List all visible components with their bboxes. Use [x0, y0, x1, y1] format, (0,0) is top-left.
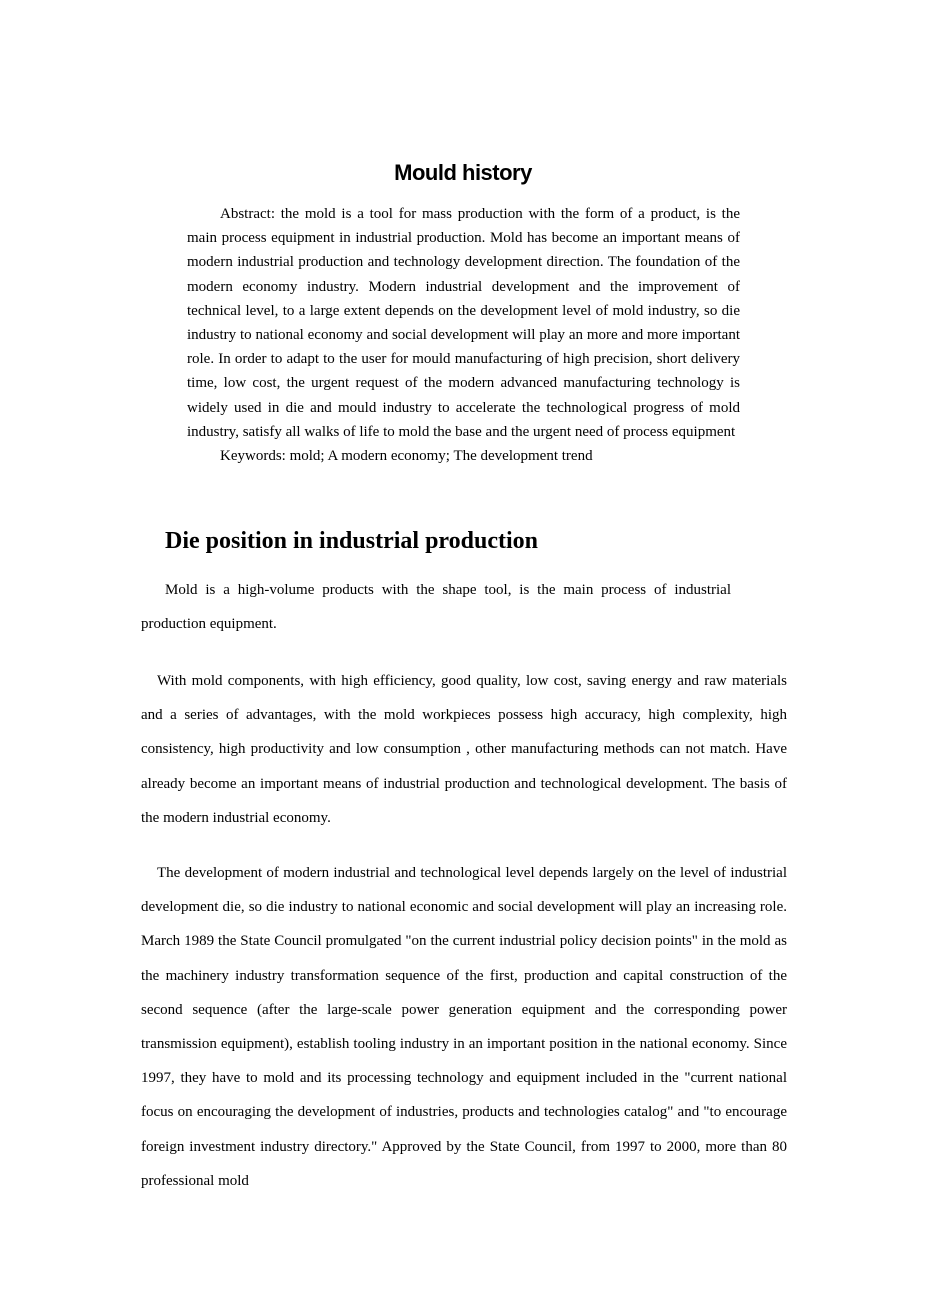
keywords-line: Keywords: mold; A modern economy; The development trend [220, 448, 593, 465]
body-paragraph-1: Mold is a high-volume products with the shape tool, is the main process of industrial production equipment. [141, 582, 731, 633]
section-heading: Die position in industrial production [165, 527, 538, 554]
body-paragraph-3: The development of modern industrial and technological level depends largely on the level of industrial development die, so die industry to national economic and social development will play an increasing role. March 1989 the State Council promulgated "on the current industrial policy decision points" in the mold as the machinery industry transformation sequence of the first, production and capital construction of the second sequence (after the large-scale power generation equipment and the corresponding power transmission equipment), establish tooling industry in an important position in the national economy. Since 1997, they have to mold and its processing technology and equipment included in the "current national focus on encouraging the development of industries, products and technologies catalog" and "to encourage foreign investment industry directory." Approved by the State Council, from 1997 to 2000, more than 80 professional mold [141, 865, 787, 1189]
body-paragraph-2: With mold components, with high efficiency, good quality, low cost, saving energy and raw materials and a series of advantages, with the mold workpieces possess high accuracy, high complexity, high consistency, high productivity and low consumption , other manufacturing methods can not match. Have already become an important means of industrial production and technological development. The basis of the modern industrial economy. [141, 673, 787, 826]
abstract-section [187, 202, 740, 468]
abstract-paragraph: Abstract: the mold is a tool for mass production with the form of a product, is the main process equipment in industrial production. Mold has become an important means of modern industrial production and technology development direction. The foundation of the modern economy industry. Modern industrial development and the improvement of technical level, to a large extent depends on the development level of mold industry, so die industry to national economy and social development will play an more and more important role. In order to adapt to the user for mould manufacturing of high precision, short delivery time, low cost, the urgent request of the modern advanced manufacturing technology is widely used in die and mould industry to accelerate the technological progress of mold industry, satisfy all walks of life to mold the base and the urgent need of process equipment [187, 206, 740, 440]
document-title: Mould history [394, 159, 532, 185]
